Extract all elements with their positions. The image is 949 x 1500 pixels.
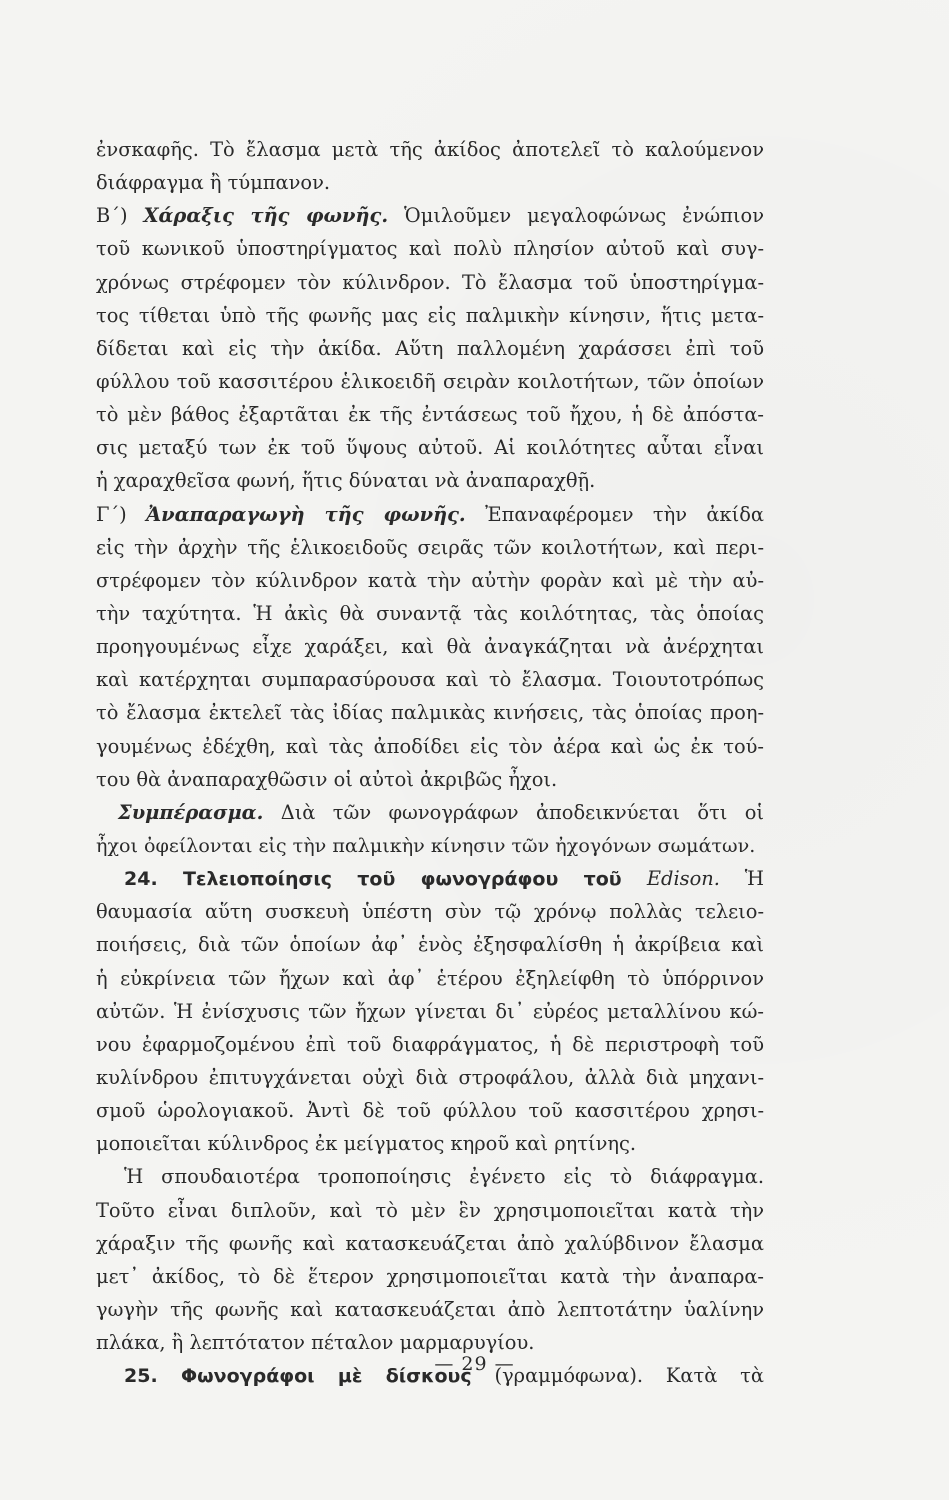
line-text: τὴν ταχύτητα. Ἡ ἀκὶς θὰ συναντᾷ τὰς κοιλότητας, τὰς ὁποίας [96,601,764,625]
line-text: αὐτῶν. Ἡ ἐνίσχυσις τῶν ἤχων γίνεται δι᾽ εὐρέος μεταλλίνου κώ- [96,999,764,1023]
text-line [96,1293,764,1326]
line-text: χρόνως στρέφομεν τὸν κύλινδρον. Τὸ ἔλασμα τοῦ ὑποστηρίγμα- [96,270,764,294]
text-line [96,166,764,199]
line-text: διάφραγμα ἢ τύμπανον. [96,171,331,195]
line-text: πλάκα, ἢ λεπτότατον πέταλον μαρμαρυγίου. [96,1331,535,1355]
line-text: τοῦ κωνικοῦ ὑποστηρίγματος καὶ πολὺ πλησίον αὐτοῦ καὶ συγ- [96,237,764,261]
line-text: Τοῦτο εἶναι διπλοῦν, καὶ τὸ μὲν ἓν χρησιμοποιεῖται κατὰ τὴν [96,1198,764,1222]
text-line [96,365,764,398]
line-text: ἦχοι ὀφείλονται εἰς τὴν παλμικὴν κίνησιν τῶν ἠχογόνων σωμάτων. [96,833,756,857]
line-text: μετ᾽ ἀκίδος, τὸ δὲ ἕτερον χρησιμοποιεῖται κατὰ τὴν ἀναπαρα- [96,1264,764,1288]
text-line [96,299,764,332]
page-number: — 29 — [434,1353,515,1375]
line-text: γωγὴν τῆς φωνῆς καὶ κατασκευάζεται ἀπὸ λεπτοτάτην ὑαλίνην [96,1297,764,1321]
line-text: θαυμασία αὕτη συσκευὴ ὑπέστη σὺν τῷ χρόνῳ πολλὰς τελειο- [96,900,764,924]
text-line [96,398,764,431]
text-line [96,829,764,862]
inline-heading: Ἀναπαραγωγὴ τῆς φωνῆς. [146,502,466,526]
line-text: ἡ χαραχθεῖσα φωνή, ἥτις δύναται νὰ ἀναπαραχθῇ. [96,469,596,493]
text-line [96,1260,764,1293]
line-text: ποιήσεις, διὰ τῶν ὁποίων ἀφ᾽ ἑνὸς ἐξησφαλίσθη ἡ ἀκρίβεια καὶ [96,933,764,957]
inline-heading: Συμπέρασμα. [118,800,264,824]
line-text: τὸ ἔλασμα ἐκτελεῖ τὰς ἰδίας παλμικὰς κινήσεις, τὰς ὁποίας προη- [96,701,764,725]
text-line [96,1094,764,1127]
text-line [96,663,764,696]
text-line [96,730,764,763]
line-text: Διὰ τῶν φωνογράφων ἀποδεικνύεται ὅτι οἱ [263,800,764,824]
list-marker: Γ΄) [96,502,147,526]
text-line [96,464,764,497]
text-line [96,1227,764,1260]
line-text: τος τίθεται ὑπὸ τῆς φωνῆς μας εἰς παλμικὴν κίνησιν, ἥτις μετα- [96,303,764,327]
body-text [96,133,764,1392]
text-line [96,564,764,597]
line-text: φύλλου τοῦ κασσιτέρου ἑλικοειδῆ σειρὰν κοιλοτήτων, τῶν ὁποίων [96,369,764,393]
line-text: (γραμμόφωνα). Κατὰ τὰ [471,1364,764,1388]
text-line [96,1127,764,1160]
text-line [96,1061,764,1094]
list-marker: Β΄) [96,204,144,228]
section-heading: Τελειοποίησις τοῦ φωνογράφου τοῦ [182,868,647,891]
text-line [96,1194,764,1227]
text-line [96,232,764,265]
line-text: Ἐπαναφέρομεν τὴν ἀκίδα [465,502,764,526]
text-line [96,962,764,995]
line-text: Ἡ σπουδαιοτέρα τροποποίησις ἐγένετο εἰς τὸ διάφραγμα. [124,1165,764,1189]
line-text: σμοῦ ὡρολογιακοῦ. Ἀντὶ δὲ τοῦ φύλλου τοῦ κασσιτέρου χρησι- [96,1099,764,1123]
section-heading-italic: Edison. [646,867,720,891]
text-line [96,1160,764,1193]
line-text: εἰς τὴν ἀρχὴν τῆς ἑλικοειδοῦς σειρᾶς τῶν κοιλοτήτων, καὶ περι- [96,535,764,559]
line-text: δίδεται καὶ εἰς τὴν ἀκίδα. Αὕτη παλλομένη χαράσσει ἐπὶ τοῦ [96,336,764,360]
line-text: νου ἐφαρμοζομένου ἐπὶ τοῦ διαφράγματος, ἡ δὲ περιστροφὴ τοῦ [96,1032,764,1056]
section-number: 24. [124,868,183,891]
line-text: Ἡ [719,867,765,891]
section-heading: Φωνογράφοι μὲ δίσκους [180,1365,472,1388]
line-text: κυλίνδρου ἐπιτυγχάνεται οὐχὶ διὰ στροφάλου, ἀλλὰ διὰ μηχανι- [96,1065,764,1089]
section-number: 25. [124,1365,181,1388]
text-line [96,696,764,729]
line-text: γουμένως ἐδέχθη, καὶ τὰς ἀποδίδει εἰς τὸν ἀέρα καὶ ὡς ἐκ τού- [96,734,764,758]
text-line [96,630,764,663]
text-line [96,895,764,928]
line-text: καὶ κατέρχηται συμπαρασύρουσα καὶ τὸ ἔλασμα. Τοιουτοτρόπως [96,668,764,692]
line-text: σις μεταξύ των ἐκ τοῦ ὕψους αὐτοῦ. Αἱ κοιλότητες αὗται εἶναι [96,436,764,460]
text-line [96,266,764,299]
line-text: ἡ εὐκρίνεια τῶν ἤχων καὶ ἀφ᾽ ἑτέρου ἐξηλείφθη τὸ ὑπόρρινον [96,966,764,990]
text-line [96,928,764,961]
line-text: ἐνσκαφῆς. Τὸ ἔλασμα μετὰ τῆς ἀκίδος ἀποτελεῖ τὸ καλούμενον [96,138,764,161]
text-line [96,796,764,829]
text-line [96,431,764,464]
text-line [96,332,764,365]
line-text: Ὁμιλοῦμεν μεγαλοφώνως ἐνώπιον [388,204,764,228]
line-text: στρέφομεν τὸν κύλινδρον κατὰ τὴν αὐτὴν φορὰν καὶ μὲ τὴν αὐ- [96,568,764,592]
line-text: μοποιεῖται κύλινδρος ἐκ μείγματος κηροῦ καὶ ρητίνης. [96,1132,637,1156]
line-text: χάραξιν τῆς φωνῆς καὶ κατασκευάζεται ἀπὸ χαλύβδινον ἔλασμα [96,1231,764,1255]
text-line [96,995,764,1028]
text-line [96,862,764,895]
text-line [96,199,764,232]
text-line [96,498,764,531]
text-line [96,133,764,166]
line-text: τὸ μὲν βάθος ἐξαρτᾶται ἐκ τῆς ἐντάσεως τοῦ ἤχου, ἡ δὲ ἀπόστα- [96,403,764,427]
inline-heading: Χάραξις τῆς φωνῆς. [143,204,389,228]
line-text: του θὰ ἀναπαραχθῶσιν οἱ αὐτοὶ ἀκριβῶς ἦχοι. [96,767,558,791]
text-line [96,763,764,796]
text-line [96,1028,764,1061]
line-text: προηγουμένως εἶχε χαράξει, καὶ θὰ ἀναγκάζηται νὰ ἀνέρχηται [96,635,764,659]
text-line [96,531,764,564]
text-line [96,597,764,630]
